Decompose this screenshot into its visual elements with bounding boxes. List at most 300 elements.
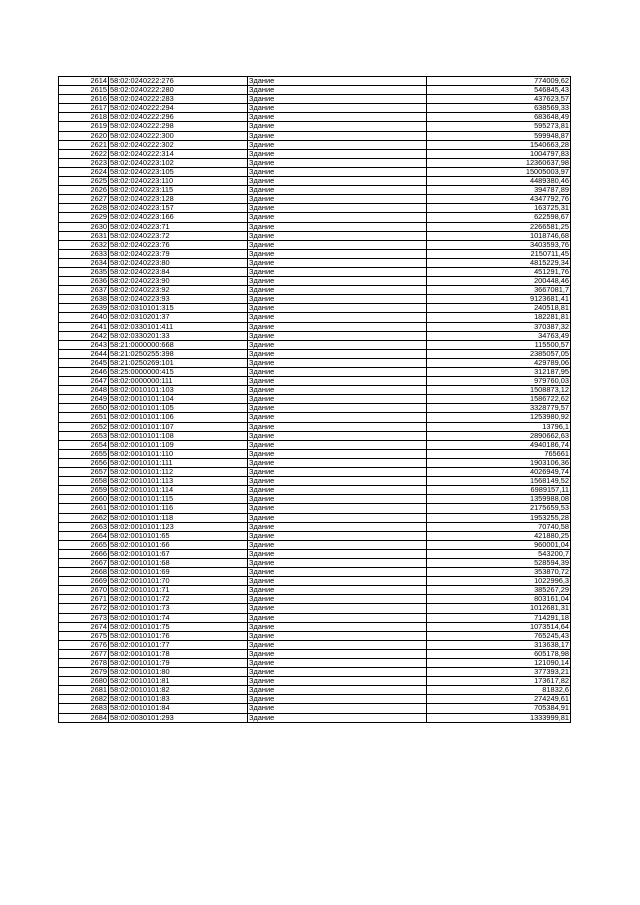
cadastral-value-cell: 1903106,36 [427,458,571,467]
cadastral-value-table [58,76,571,723]
object-type-cell: Здание [248,713,427,722]
row-number-cell: 2619 [59,122,109,131]
row-number-cell: 2649 [59,395,109,404]
cadastral-value-cell: 599948,87 [427,131,571,140]
cadastral-number-cell: 58:02:0010101:67 [109,549,248,558]
object-type-cell: Здание [248,404,427,413]
object-type-cell: Здание [248,622,427,631]
cadastral-number-cell: 58:02:0010101:118 [109,513,248,522]
table-row [59,477,571,486]
row-number-cell: 2638 [59,295,109,304]
row-number-cell: 2618 [59,113,109,122]
cadastral-value-cell: 4940186,74 [427,440,571,449]
cadastral-value-cell: 1568149,52 [427,477,571,486]
row-number-cell: 2615 [59,86,109,95]
cadastral-number-cell: 58:02:0010101:77 [109,640,248,649]
row-number-cell: 2629 [59,213,109,222]
cadastral-value-cell: 638569,33 [427,104,571,113]
cadastral-number-cell: 58:02:0010101:81 [109,677,248,686]
cadastral-number-cell: 58:02:0010101:83 [109,695,248,704]
cadastral-value-cell: 1540663,28 [427,140,571,149]
cadastral-number-cell: 58:02:0240223:157 [109,204,248,213]
object-type-cell: Здание [248,586,427,595]
table-row [59,431,571,440]
table-row [59,468,571,477]
cadastral-value-cell: 605178,98 [427,649,571,658]
object-type-cell: Здание [248,349,427,358]
table-row [59,131,571,140]
row-number-cell: 2656 [59,458,109,467]
table-row [59,677,571,686]
table-row [59,158,571,167]
cadastral-value-cell: 543200,7 [427,549,571,558]
object-type-cell: Здание [248,595,427,604]
object-type-cell: Здание [248,386,427,395]
cadastral-number-cell: 58:02:0010101:107 [109,422,248,431]
object-type-cell: Здание [248,377,427,386]
object-type-cell: Здание [248,86,427,95]
cadastral-number-cell: 58:02:0030101:293 [109,713,248,722]
table-row [59,295,571,304]
cadastral-value-cell: 3403593,76 [427,240,571,249]
cadastral-value-cell: 622598,67 [427,213,571,222]
cadastral-number-cell: 58:02:0240222:294 [109,104,248,113]
row-number-cell: 2680 [59,677,109,686]
row-number-cell: 2677 [59,649,109,658]
cadastral-value-cell: 1953255,28 [427,513,571,522]
cadastral-value-cell: 2150711,45 [427,249,571,258]
object-type-cell: Здание [248,477,427,486]
object-type-cell: Здание [248,195,427,204]
cadastral-number-cell: 58:02:0240222:276 [109,77,248,86]
cadastral-value-cell: 15005003,97 [427,167,571,176]
object-type-cell: Здание [248,213,427,222]
cadastral-number-cell: 58:02:0010101:106 [109,413,248,422]
row-number-cell: 2675 [59,631,109,640]
cadastral-number-cell: 58:02:0010101:115 [109,495,248,504]
cadastral-number-cell: 58:02:0240223:90 [109,277,248,286]
object-type-cell: Здание [248,395,427,404]
cadastral-value-cell: 1359988,08 [427,495,571,504]
object-type-cell: Здание [248,295,427,304]
cadastral-value-cell: 4815229,34 [427,258,571,267]
row-number-cell: 2658 [59,477,109,486]
row-number-cell: 2614 [59,77,109,86]
table-body [59,77,571,723]
row-number-cell: 2665 [59,540,109,549]
row-number-cell: 2676 [59,640,109,649]
table-row [59,458,571,467]
table-row [59,377,571,386]
cadastral-value-cell: 12360637,98 [427,158,571,167]
cadastral-value-cell: 451291,76 [427,267,571,276]
object-type-cell: Здание [248,140,427,149]
row-number-cell: 2637 [59,286,109,295]
object-type-cell: Здание [248,186,427,195]
cadastral-number-cell: 58:02:0240223:71 [109,222,248,231]
cadastral-value-cell: 765245,43 [427,631,571,640]
table-row [59,177,571,186]
row-number-cell: 2671 [59,595,109,604]
object-type-cell: Здание [248,340,427,349]
table-row [59,622,571,631]
row-number-cell: 2669 [59,577,109,586]
cadastral-number-cell: 58:02:0240223:93 [109,295,248,304]
cadastral-value-cell: 353870,72 [427,568,571,577]
table-row [59,504,571,513]
table-row [59,322,571,331]
table-row [59,440,571,449]
table-row [59,649,571,658]
row-number-cell: 2626 [59,186,109,195]
object-type-cell: Здание [248,695,427,704]
object-type-cell: Здание [248,104,427,113]
table-row [59,149,571,158]
cadastral-value-cell: 1586722,62 [427,395,571,404]
cadastral-number-cell: 58:02:0240222:314 [109,149,248,158]
object-type-cell: Здание [248,495,427,504]
row-number-cell: 2642 [59,331,109,340]
cadastral-number-cell: 58:02:0310201:37 [109,313,248,322]
object-type-cell: Здание [248,704,427,713]
cadastral-number-cell: 58:02:0240223:79 [109,249,248,258]
cadastral-number-cell: 58:02:0010101:103 [109,386,248,395]
table-row [59,604,571,613]
object-type-cell: Здание [248,458,427,467]
object-type-cell: Здание [248,431,427,440]
object-type-cell: Здание [248,286,427,295]
cadastral-value-cell: 70740,58 [427,522,571,531]
table-row [59,531,571,540]
cadastral-value-cell: 803161,04 [427,595,571,604]
table-row [59,267,571,276]
cadastral-number-cell: 58:02:0010101:74 [109,613,248,622]
row-number-cell: 2616 [59,95,109,104]
object-type-cell: Здание [248,167,427,176]
object-type-cell: Здание [248,313,427,322]
table-row [59,568,571,577]
cadastral-value-cell: 683648,49 [427,113,571,122]
cadastral-number-cell: 58:02:0240223:128 [109,195,248,204]
cadastral-value-cell: 1508873,12 [427,386,571,395]
cadastral-value-cell: 81832,6 [427,686,571,695]
row-number-cell: 2624 [59,167,109,176]
cadastral-number-cell: 58:02:0010101:72 [109,595,248,604]
cadastral-value-cell: 1022996,3 [427,577,571,586]
row-number-cell: 2641 [59,322,109,331]
cadastral-number-cell: 58:02:0240222:298 [109,122,248,131]
row-number-cell: 2630 [59,222,109,231]
table-row [59,313,571,322]
cadastral-value-cell: 173617,82 [427,677,571,686]
object-type-cell: Здание [248,413,427,422]
object-type-cell: Здание [248,304,427,313]
table-row [59,486,571,495]
cadastral-value-cell: 370387,32 [427,322,571,331]
cadastral-number-cell: 58:02:0240223:105 [109,167,248,176]
row-number-cell: 2627 [59,195,109,204]
row-number-cell: 2640 [59,313,109,322]
cadastral-value-cell: 4347792,76 [427,195,571,204]
cadastral-value-cell: 774009,62 [427,77,571,86]
object-type-cell: Здание [248,449,427,458]
row-number-cell: 2628 [59,204,109,213]
table-row [59,704,571,713]
cadastral-value-cell: 377393,21 [427,668,571,677]
cadastral-number-cell: 58:02:0010101:110 [109,449,248,458]
object-type-cell: Здание [248,222,427,231]
cadastral-value-cell: 2266581,25 [427,222,571,231]
table-row [59,404,571,413]
cadastral-number-cell: 58:02:0010101:84 [109,704,248,713]
table-row [59,413,571,422]
cadastral-number-cell: 58:02:0010101:113 [109,477,248,486]
cadastral-value-cell: 437623,57 [427,95,571,104]
object-type-cell: Здание [248,468,427,477]
row-number-cell: 2621 [59,140,109,149]
cadastral-value-cell: 1012681,31 [427,604,571,613]
row-number-cell: 2639 [59,304,109,313]
object-type-cell: Здание [248,440,427,449]
cadastral-value-cell: 3667081,7 [427,286,571,295]
table-row [59,122,571,131]
row-number-cell: 2647 [59,377,109,386]
row-number-cell: 2646 [59,368,109,377]
object-type-cell: Здание [248,122,427,131]
cadastral-number-cell: 58:02:0010101:104 [109,395,248,404]
cadastral-value-cell: 714291,18 [427,613,571,622]
cadastral-number-cell: 58:02:0010101:109 [109,440,248,449]
cadastral-number-cell: 58:02:0330201:33 [109,331,248,340]
row-number-cell: 2651 [59,413,109,422]
cadastral-value-cell: 765661 [427,449,571,458]
table-row [59,349,571,358]
cadastral-value-cell: 960001,04 [427,540,571,549]
row-number-cell: 2655 [59,449,109,458]
row-number-cell: 2634 [59,258,109,267]
row-number-cell: 2679 [59,668,109,677]
object-type-cell: Здание [248,686,427,695]
object-type-cell: Здание [248,677,427,686]
cadastral-value-cell: 34763,49 [427,331,571,340]
cadastral-number-cell: 58:02:0000000:111 [109,377,248,386]
cadastral-value-cell: 1253980,92 [427,413,571,422]
object-type-cell: Здание [248,531,427,540]
cadastral-value-cell: 2385057,05 [427,349,571,358]
row-number-cell: 2672 [59,604,109,613]
object-type-cell: Здание [248,358,427,367]
object-type-cell: Здание [248,540,427,549]
object-type-cell: Здание [248,649,427,658]
cadastral-number-cell: 58:21:0250255:398 [109,349,248,358]
row-number-cell: 2635 [59,267,109,276]
table-row [59,558,571,567]
cadastral-number-cell: 58:02:0240222:296 [109,113,248,122]
table-row [59,249,571,258]
row-number-cell: 2643 [59,340,109,349]
table-row [59,577,571,586]
table-row [59,167,571,176]
row-number-cell: 2623 [59,158,109,167]
table-row [59,422,571,431]
cadastral-value-cell: 240518,81 [427,304,571,313]
object-type-cell: Здание [248,231,427,240]
row-number-cell: 2664 [59,531,109,540]
cadastral-number-cell: 58:25:0000000:415 [109,368,248,377]
table-row [59,231,571,240]
cadastral-value-cell: 595273,81 [427,122,571,131]
object-type-cell: Здание [248,577,427,586]
table-row [59,595,571,604]
cadastral-number-cell: 58:02:0010101:123 [109,522,248,531]
row-number-cell: 2673 [59,613,109,622]
cadastral-value-cell: 4026949,74 [427,468,571,477]
table-row [59,86,571,95]
table-row [59,195,571,204]
row-number-cell: 2617 [59,104,109,113]
cadastral-value-cell: 421880,25 [427,531,571,540]
row-number-cell: 2662 [59,513,109,522]
cadastral-value-cell: 1073514,64 [427,622,571,631]
object-type-cell: Здание [248,486,427,495]
object-type-cell: Здание [248,613,427,622]
cadastral-number-cell: 58:21:0250269:101 [109,358,248,367]
cadastral-value-cell: 312187,95 [427,368,571,377]
table-row [59,213,571,222]
table-row [59,95,571,104]
cadastral-number-cell: 58:02:0240222:283 [109,95,248,104]
object-type-cell: Здание [248,95,427,104]
row-number-cell: 2667 [59,558,109,567]
cadastral-number-cell: 58:02:0010101:80 [109,668,248,677]
row-number-cell: 2652 [59,422,109,431]
row-number-cell: 2632 [59,240,109,249]
object-type-cell: Здание [248,368,427,377]
table-row [59,368,571,377]
cadastral-value-cell: 4489380,46 [427,177,571,186]
cadastral-number-cell: 58:02:0010101:71 [109,586,248,595]
cadastral-number-cell: 58:02:0240223:76 [109,240,248,249]
row-number-cell: 2633 [59,249,109,258]
cadastral-value-cell: 182281,81 [427,313,571,322]
object-type-cell: Здание [248,158,427,167]
object-type-cell: Здание [248,513,427,522]
table-row [59,449,571,458]
object-type-cell: Здание [248,668,427,677]
row-number-cell: 2678 [59,659,109,668]
table-row [59,668,571,677]
object-type-cell: Здание [248,659,427,668]
object-type-cell: Здание [248,558,427,567]
row-number-cell: 2622 [59,149,109,158]
cadastral-number-cell: 58:02:0240222:280 [109,86,248,95]
object-type-cell: Здание [248,604,427,613]
object-type-cell: Здание [248,149,427,158]
row-number-cell: 2645 [59,358,109,367]
table-row [59,640,571,649]
cadastral-number-cell: 58:02:0010101:79 [109,659,248,668]
cadastral-number-cell: 58:02:0010101:111 [109,458,248,467]
row-number-cell: 2654 [59,440,109,449]
table-row [59,659,571,668]
cadastral-number-cell: 58:02:0240222:300 [109,131,248,140]
table-row [59,104,571,113]
cadastral-value-cell: 115500,57 [427,340,571,349]
cadastral-value-cell: 979760,03 [427,377,571,386]
cadastral-value-cell: 313638,17 [427,640,571,649]
row-number-cell: 2660 [59,495,109,504]
row-number-cell: 2663 [59,522,109,531]
row-number-cell: 2620 [59,131,109,140]
row-number-cell: 2666 [59,549,109,558]
row-number-cell: 2684 [59,713,109,722]
table-row [59,540,571,549]
object-type-cell: Здание [248,131,427,140]
cadastral-value-cell: 1004797,83 [427,149,571,158]
cadastral-value-cell: 705384,91 [427,704,571,713]
table-row [59,386,571,395]
object-type-cell: Здание [248,422,427,431]
cadastral-value-cell: 2890662,63 [427,431,571,440]
cadastral-value-cell: 385267,29 [427,586,571,595]
cadastral-number-cell: 58:02:0010101:82 [109,686,248,695]
cadastral-number-cell: 58:02:0010101:114 [109,486,248,495]
row-number-cell: 2636 [59,277,109,286]
cadastral-value-cell: 3328779,57 [427,404,571,413]
cadastral-number-cell: 58:02:0240223:84 [109,267,248,276]
cadastral-number-cell: 58:02:0240222:302 [109,140,248,149]
row-number-cell: 2661 [59,504,109,513]
table-row [59,613,571,622]
object-type-cell: Здание [248,504,427,513]
cadastral-value-cell: 274249,61 [427,695,571,704]
object-type-cell: Здание [248,258,427,267]
table-row [59,522,571,531]
row-number-cell: 2631 [59,231,109,240]
object-type-cell: Здание [248,249,427,258]
table-row [59,340,571,349]
cadastral-number-cell: 58:02:0240223:72 [109,231,248,240]
cadastral-value-cell: 1018746,68 [427,231,571,240]
table-row [59,631,571,640]
cadastral-number-cell: 58:02:0010101:75 [109,622,248,631]
cadastral-value-cell: 200448,46 [427,277,571,286]
table-row [59,286,571,295]
object-type-cell: Здание [248,322,427,331]
cadastral-value-cell: 121090,14 [427,659,571,668]
table-row [59,513,571,522]
row-number-cell: 2644 [59,349,109,358]
cadastral-number-cell: 58:02:0010101:73 [109,604,248,613]
cadastral-value-cell: 13796,1 [427,422,571,431]
table-row [59,549,571,558]
object-type-cell: Здание [248,240,427,249]
cadastral-value-cell: 9123681,41 [427,295,571,304]
cadastral-number-cell: 58:02:0240223:92 [109,286,248,295]
cadastral-number-cell: 58:02:0010101:78 [109,649,248,658]
row-number-cell: 2648 [59,386,109,395]
cadastral-number-cell: 58:02:0240223:102 [109,158,248,167]
cadastral-value-cell: 546845,43 [427,86,571,95]
table-row [59,113,571,122]
cadastral-value-cell: 1333999,81 [427,713,571,722]
row-number-cell: 2659 [59,486,109,495]
table-row [59,686,571,695]
cadastral-number-cell: 58:02:0310101:315 [109,304,248,313]
table-row [59,204,571,213]
row-number-cell: 2668 [59,568,109,577]
table-row [59,222,571,231]
